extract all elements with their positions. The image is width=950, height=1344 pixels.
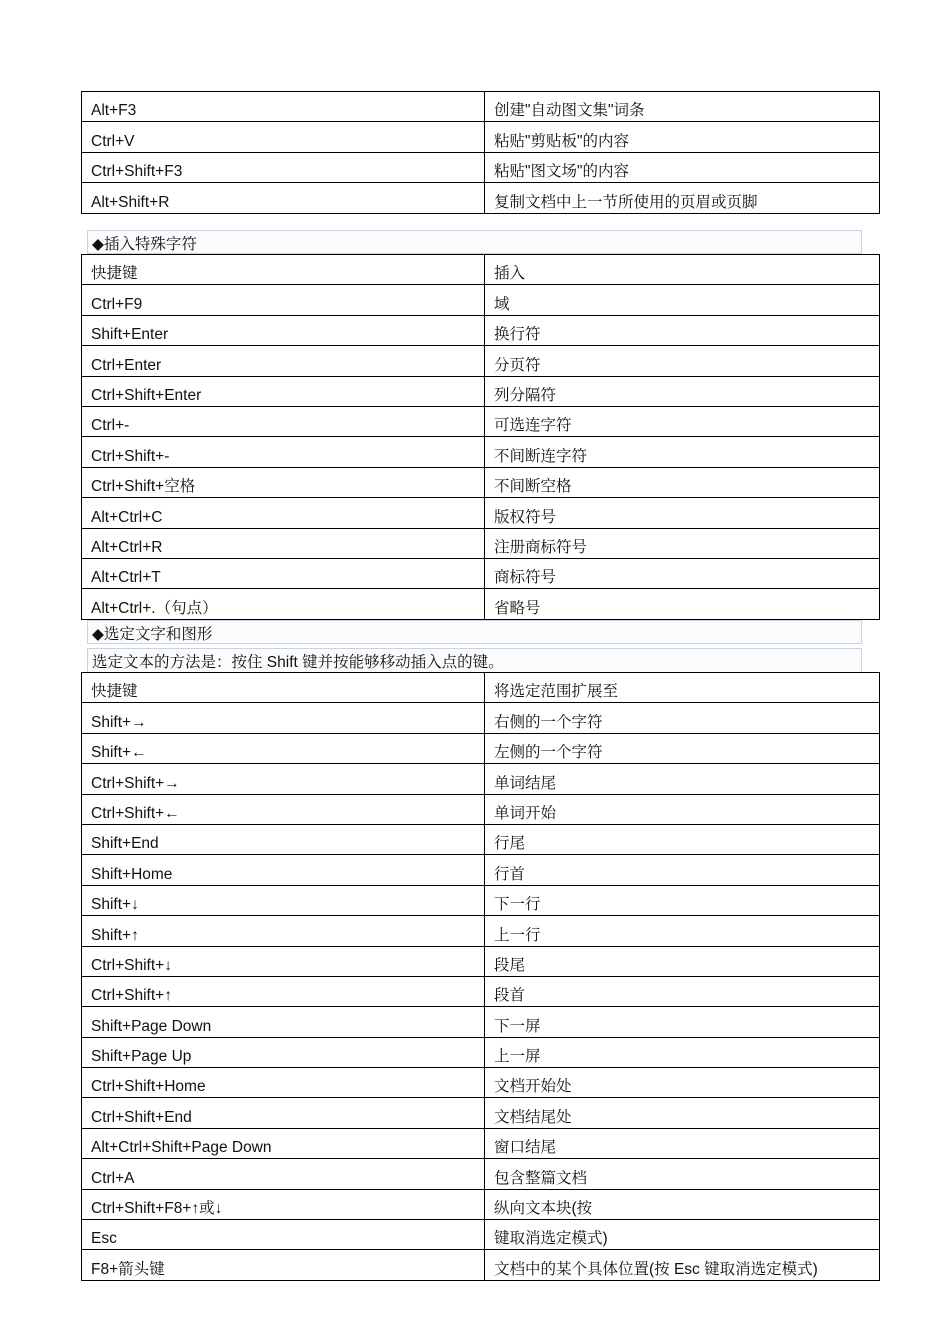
table-row xyxy=(82,152,880,182)
table-row xyxy=(82,1250,880,1280)
table-row xyxy=(82,1220,880,1250)
shortcut-action-cell: 下一行 xyxy=(485,885,880,915)
shortcut-action-cell: 换行符 xyxy=(485,315,880,345)
table-row xyxy=(82,976,880,1006)
table-row xyxy=(82,1068,880,1098)
table-row xyxy=(82,794,880,824)
table-row xyxy=(82,1037,880,1067)
shortcut-key-cell: Ctrl+Shift+End xyxy=(82,1098,485,1128)
shortcut-action-cell: 粘贴"图文场"的内容 xyxy=(485,152,880,182)
table-row xyxy=(82,1159,880,1189)
table-row xyxy=(82,1098,880,1128)
shortcut-action-cell: 窗口结尾 xyxy=(485,1128,880,1158)
header-insert: 插入 xyxy=(485,255,880,285)
header-shortcut: 快捷键 xyxy=(82,255,485,285)
shortcut-key-cell: Alt+Ctrl+Shift+Page Down xyxy=(82,1128,485,1158)
table-row xyxy=(82,285,880,315)
table-row xyxy=(82,1128,880,1158)
shortcut-action-cell: 版权符号 xyxy=(485,498,880,528)
shortcut-key-cell: Ctrl+Shift+↓ xyxy=(82,946,485,976)
shortcut-action-cell: 域 xyxy=(485,285,880,315)
shortcut-action-cell: 注册商标符号 xyxy=(485,528,880,558)
table-row xyxy=(82,1189,880,1219)
section-title-insert-special: ◆插入特殊字符 xyxy=(87,230,862,254)
shortcut-action-cell: 单词开始 xyxy=(485,794,880,824)
shortcut-key-cell: Ctrl+Shift+Home xyxy=(82,1068,485,1098)
shortcut-action-cell: 下一屏 xyxy=(485,1007,880,1037)
shortcut-key-cell: Ctrl+- xyxy=(82,406,485,436)
shortcut-key-cell: Shift+End xyxy=(82,824,485,854)
section-title-select-text: ◆选定文字和图形 xyxy=(87,620,862,644)
shortcut-action-cell: 上一行 xyxy=(485,916,880,946)
shortcut-key-cell: Ctrl+V xyxy=(82,122,485,152)
shortcut-key-cell: Shift+↑ xyxy=(82,916,485,946)
table-row xyxy=(82,498,880,528)
shortcut-key-cell: Ctrl+Shift+空格 xyxy=(82,467,485,497)
table-row xyxy=(82,315,880,345)
shortcut-action-cell: 单词结尾 xyxy=(485,764,880,794)
header-extend-to: 将选定范围扩展至 xyxy=(485,673,880,703)
shortcut-key-cell: Shift+↓ xyxy=(82,885,485,915)
shortcut-key-cell: Ctrl+Shift+↑ xyxy=(82,976,485,1006)
shortcut-key-cell: Shift+Enter xyxy=(82,315,485,345)
shortcut-key-cell: Shift+→ xyxy=(82,703,485,733)
table-row xyxy=(82,1007,880,1037)
table-body-misc xyxy=(81,91,880,214)
shortcut-key-cell: Ctrl+Shift+Enter xyxy=(82,376,485,406)
shortcut-key-cell: Alt+F3 xyxy=(82,92,485,122)
shortcut-key-cell: Alt+Shift+R xyxy=(82,183,485,213)
table-row xyxy=(82,437,880,467)
table-row xyxy=(82,885,880,915)
shortcut-action-cell: 键取消选定模式) xyxy=(485,1220,880,1250)
shortcut-key-cell: Ctrl+F9 xyxy=(82,285,485,315)
table-row xyxy=(82,855,880,885)
shortcut-action-cell: 行尾 xyxy=(485,824,880,854)
shortcut-action-cell: 分页符 xyxy=(485,346,880,376)
shortcut-key-cell: Shift+Home xyxy=(82,855,485,885)
table-row xyxy=(82,824,880,854)
table-row xyxy=(82,376,880,406)
table-row xyxy=(82,528,880,558)
section-note-select-method: 选定文本的方法是：按住 Shift 键并按能够移动插入点的键。 xyxy=(87,648,862,672)
table-row xyxy=(82,467,880,497)
shortcut-action-cell: 文档开始处 xyxy=(485,1068,880,1098)
table-row xyxy=(82,406,880,436)
shortcut-table-select-text xyxy=(81,672,870,1281)
shortcut-key-cell: Ctrl+Shift+F8+↑或↓ xyxy=(82,1189,485,1219)
shortcut-action-cell: 商标符号 xyxy=(485,558,880,588)
table-header-row xyxy=(82,255,880,285)
table-row xyxy=(82,589,880,619)
table-row xyxy=(82,733,880,763)
table-row xyxy=(82,946,880,976)
shortcut-action-cell: 创建"自动图文集"词条 xyxy=(485,92,880,122)
shortcut-key-cell: Ctrl+A xyxy=(82,1159,485,1189)
shortcut-table-misc xyxy=(81,91,870,214)
header-shortcut: 快捷键 xyxy=(82,673,485,703)
shortcut-table-insert-special xyxy=(81,254,870,620)
shortcut-action-cell: 上一屏 xyxy=(485,1037,880,1067)
shortcut-key-cell: Alt+Ctrl+C xyxy=(82,498,485,528)
table-row xyxy=(82,703,880,733)
shortcut-key-cell: Ctrl+Shift+→ xyxy=(82,764,485,794)
table-row xyxy=(82,916,880,946)
shortcut-action-cell: 左侧的一个字符 xyxy=(485,733,880,763)
shortcut-action-cell: 粘贴"剪贴板"的内容 xyxy=(485,122,880,152)
table-row xyxy=(82,183,880,213)
shortcut-action-cell: 纵向文本块(按 xyxy=(485,1189,880,1219)
shortcut-action-cell: 复制文档中上一节所使用的页眉或页脚 xyxy=(485,183,880,213)
shortcut-key-cell: Shift+← xyxy=(82,733,485,763)
shortcut-key-cell: Esc xyxy=(82,1220,485,1250)
table-row xyxy=(82,122,880,152)
table-body-insert-special xyxy=(81,254,880,620)
shortcut-action-cell: 段首 xyxy=(485,976,880,1006)
shortcut-action-cell: 段尾 xyxy=(485,946,880,976)
shortcut-action-cell: 列分隔符 xyxy=(485,376,880,406)
table-header-row xyxy=(82,673,880,703)
shortcut-action-cell: 文档中的某个具体位置(按 Esc 键取消选定模式) xyxy=(485,1250,880,1280)
shortcut-action-cell: 右侧的一个字符 xyxy=(485,703,880,733)
table-row xyxy=(82,558,880,588)
shortcut-action-cell: 不间断空格 xyxy=(485,467,880,497)
shortcut-action-cell: 省略号 xyxy=(485,589,880,619)
table-row xyxy=(82,764,880,794)
shortcut-action-cell: 文档结尾处 xyxy=(485,1098,880,1128)
shortcut-action-cell: 行首 xyxy=(485,855,880,885)
shortcut-action-cell: 包含整篇文档 xyxy=(485,1159,880,1189)
shortcut-key-cell: Alt+Ctrl+.（句点） xyxy=(82,589,485,619)
shortcut-action-cell: 可选连字符 xyxy=(485,406,880,436)
shortcut-key-cell: Alt+Ctrl+R xyxy=(82,528,485,558)
shortcut-key-cell: Ctrl+Shift+← xyxy=(82,794,485,824)
table-body-select-text xyxy=(81,672,880,1281)
shortcut-key-cell: Alt+Ctrl+T xyxy=(82,558,485,588)
shortcut-key-cell: Ctrl+Enter xyxy=(82,346,485,376)
table-row xyxy=(82,92,880,122)
shortcut-action-cell: 不间断连字符 xyxy=(485,437,880,467)
shortcut-key-cell: Shift+Page Down xyxy=(82,1007,485,1037)
shortcut-key-cell: F8+箭头键 xyxy=(82,1250,485,1280)
shortcut-key-cell: Shift+Page Up xyxy=(82,1037,485,1067)
table-row xyxy=(82,346,880,376)
shortcut-key-cell: Ctrl+Shift+F3 xyxy=(82,152,485,182)
shortcut-key-cell: Ctrl+Shift+- xyxy=(82,437,485,467)
